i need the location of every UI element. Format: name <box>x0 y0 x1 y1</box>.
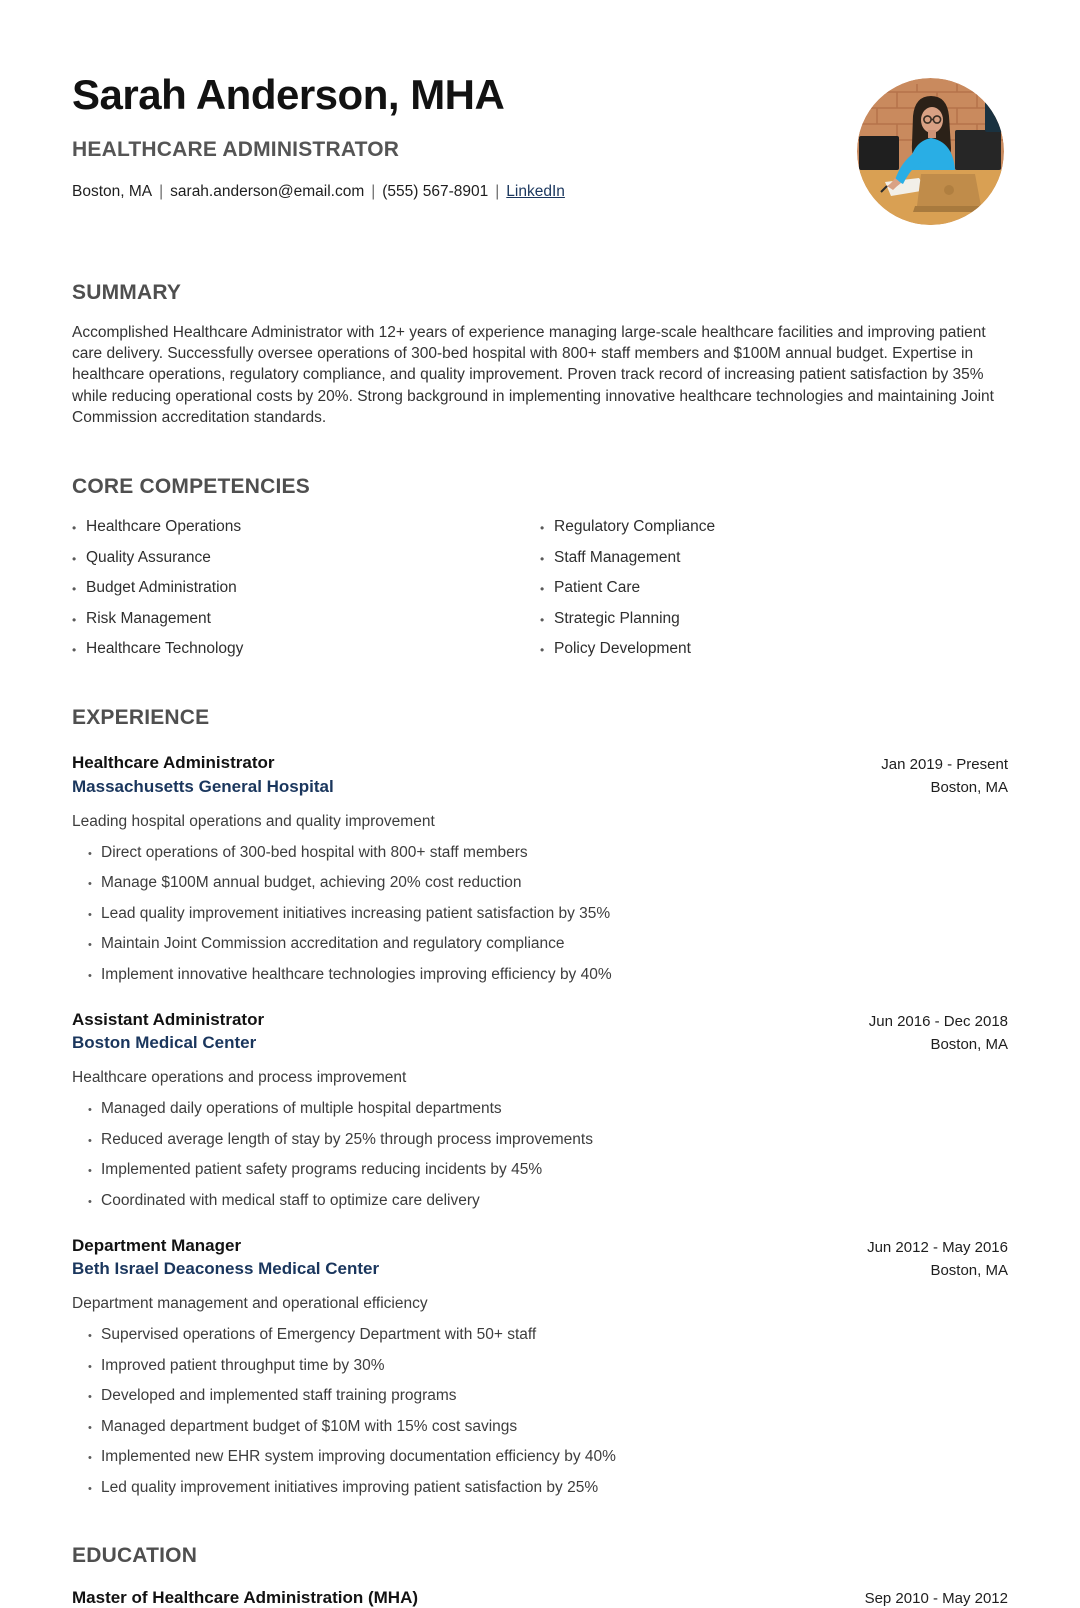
job-location: Boston, MA <box>930 1035 1008 1053</box>
competency-item: • Patient Care <box>540 579 1008 597</box>
job-location: Boston, MA <box>930 779 1008 797</box>
job-company: Boston Medical Center <box>72 1033 257 1053</box>
contact-line <box>72 183 565 201</box>
job-entry <box>72 751 1008 984</box>
contact-separator: | <box>159 183 164 200</box>
job-bullet-list <box>72 1326 1008 1497</box>
job-bullet-list <box>72 844 1008 984</box>
job-title-block <box>72 1008 264 1056</box>
job-entry <box>72 1234 1008 1497</box>
job-location: Boston, MA <box>930 1261 1008 1279</box>
education-heading: EDUCATION <box>72 1543 198 1567</box>
competencies-section <box>72 475 1008 658</box>
job-bullet: • Supervised operations of Emergency Department with 50+ staff <box>88 1326 1008 1344</box>
job-title: Assistant Administrator <box>72 1009 265 1029</box>
header-text <box>72 71 565 201</box>
job-dates: Jan 2019 - Present <box>881 756 1008 774</box>
job-bullet: • Managed department budget of $10M with 15% cost savings <box>88 1418 1008 1436</box>
job-bullet: • Managed daily operations of multiple hospital departments <box>88 1100 1008 1118</box>
job-meta <box>881 751 1008 800</box>
person-name: Sarah Anderson, MHA <box>72 71 505 118</box>
job-meta <box>869 1008 1008 1057</box>
job-bullet: • Reduced average length of stay by 25% through process improvements <box>88 1131 1008 1149</box>
person-title: HEALTHCARE ADMINISTRATOR <box>72 138 400 161</box>
competency-item: • Staff Management <box>540 549 1008 567</box>
experience-heading: EXPERIENCE <box>72 706 210 730</box>
competency-item: • Healthcare Technology <box>72 640 540 658</box>
education-degree: Master of Healthcare Administration (MHA) <box>72 1587 419 1607</box>
job-company: Beth Israel Deaconess Medical Center <box>72 1259 380 1279</box>
job-bullet: • Manage $100M annual budget, achieving 20% cost reduction <box>88 874 1008 892</box>
job-bullet: • Implemented new EHR system improving documentation efficiency by 40% <box>88 1448 1008 1466</box>
competencies-heading: CORE COMPETENCIES <box>72 475 310 499</box>
contact-email: sarah.anderson@email.com <box>170 183 365 200</box>
job-dates: Jun 2012 - May 2016 <box>867 1238 1008 1256</box>
competencies-grid <box>72 518 1008 658</box>
header <box>72 71 1008 225</box>
contact-separator: | <box>371 183 376 200</box>
job-description: Leading hospital operations and quality improvement <box>72 812 435 830</box>
competency-item: • Regulatory Compliance <box>540 518 1008 536</box>
job-bullet-list <box>72 1100 1008 1210</box>
competency-item: • Policy Development <box>540 640 1008 658</box>
job-dates: Jun 2016 - Dec 2018 <box>868 1012 1008 1030</box>
linkedin-link[interactable]: LinkedIn <box>506 183 565 200</box>
competency-item: • Quality Assurance <box>72 549 540 567</box>
summary-section <box>72 281 1008 428</box>
job-bullet: • Direct operations of 300-bed hospital with 800+ staff members <box>88 844 1008 862</box>
job-bullet: • Maintain Joint Commission accreditation and regulatory compliance <box>88 935 1008 953</box>
competency-item: • Risk Management <box>72 610 540 628</box>
job-entry <box>72 1008 1008 1210</box>
education-dates: Sep 2010 - May 2012 <box>864 1589 1008 1607</box>
job-meta <box>867 1234 1008 1283</box>
education-entry <box>72 1588 1008 1608</box>
job-bullet: • Improved patient throughput time by 30% <box>88 1357 1008 1375</box>
contact-separator: | <box>495 183 500 200</box>
competency-item: • Strategic Planning <box>540 610 1008 628</box>
experience-section <box>72 706 1008 1497</box>
job-title-block <box>72 1234 379 1282</box>
job-company: Massachusetts General Hospital <box>72 776 334 796</box>
job-bullet: • Developed and implemented staff training programs <box>88 1387 1008 1405</box>
competency-item: • Budget Administration <box>72 579 540 597</box>
job-bullet: • Coordinated with medical staff to optimize care delivery <box>88 1192 1008 1210</box>
job-header <box>72 751 1008 800</box>
job-bullet: • Implement innovative healthcare technologies improving efficiency by 40% <box>88 966 1008 984</box>
education-section <box>72 1544 1008 1608</box>
job-header <box>72 1008 1008 1057</box>
job-bullet: • Led quality improvement initiatives improving patient satisfaction by 25% <box>88 1479 1008 1497</box>
profile-photo <box>857 78 1004 225</box>
contact-phone: (555) 567-8901 <box>382 183 489 200</box>
job-title: Healthcare Administrator <box>72 753 275 773</box>
job-description: Healthcare operations and process improvement <box>72 1069 407 1087</box>
job-description: Department management and operational efficiency <box>72 1295 428 1313</box>
summary-heading: SUMMARY <box>72 281 182 304</box>
summary-text: Accomplished Healthcare Administrator with 12+ years of experience managing large-scale healthcare facilities and improving patient care delivery. Successfully oversee operations of 300-bed hospital with 800+ staff members and $100M annual budget. Expertise in healthcare operations, regulatory compliance, and quality improvement. Proven track record of increasing patient satisfaction by 35% while reducing operational costs by 20%. Strong background in implementing innovative healthcare technologies and maintaining Joint Commission accreditation standards. <box>72 324 994 426</box>
job-header <box>72 1234 1008 1283</box>
competency-item: • Healthcare Operations <box>72 518 540 536</box>
job-title: Department Manager <box>72 1235 242 1255</box>
contact-location: Boston, MA <box>72 183 153 200</box>
job-title-block <box>72 751 334 799</box>
job-bullet: • Lead quality improvement initiatives increasing patient satisfaction by 35% <box>88 905 1008 923</box>
job-bullet: • Implemented patient safety programs reducing incidents by 45% <box>88 1161 1008 1179</box>
